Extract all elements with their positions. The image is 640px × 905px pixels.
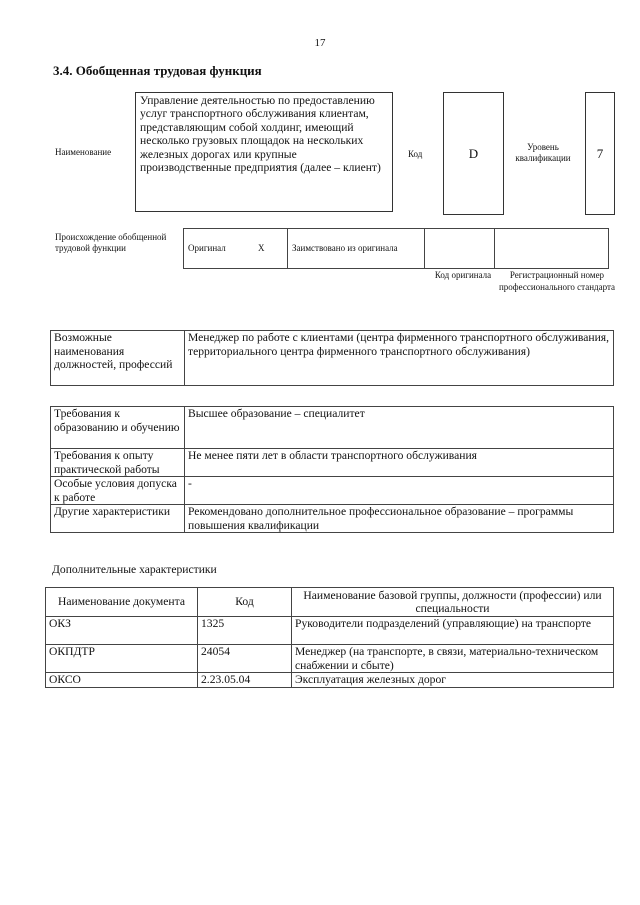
- original-mark: X: [244, 229, 288, 269]
- additional-table: [45, 587, 614, 688]
- column-header: Код: [198, 588, 292, 617]
- reg-number-caption: Регистрационный номер профессионального стандарта: [498, 270, 616, 292]
- positions-label: Возможные наименования должностей, профессий: [51, 331, 185, 386]
- original-label: Оригинал: [184, 229, 245, 269]
- qualification-level-box: [585, 92, 615, 215]
- name-cell: Руководители подразделений (управляющие) на транспорте: [292, 617, 614, 645]
- original-code-caption: Код оригинала: [434, 270, 492, 280]
- name-label: Наименование: [55, 147, 112, 157]
- requirement-value: -: [185, 477, 614, 505]
- requirement-label: Другие характеристики: [51, 505, 185, 533]
- table-row: [51, 505, 614, 533]
- reg-number-cell: [495, 229, 609, 269]
- table-row: [51, 407, 614, 449]
- code-cell: 24054: [198, 645, 292, 673]
- table-row: [51, 331, 614, 386]
- origin-table: [183, 228, 609, 269]
- code-cell: 2.23.05.04: [198, 673, 292, 688]
- requirement-value: Рекомендовано дополнительное профессиональное образование – программы повышения квалификации: [185, 505, 614, 533]
- table-row: [46, 673, 614, 688]
- table-row: [51, 477, 614, 505]
- requirement-label: Требования к образованию и обучению: [51, 407, 185, 449]
- requirement-label: Особые условия допуска к работе: [51, 477, 185, 505]
- origin-label: Происхождение обобщенной трудовой функции: [55, 232, 167, 253]
- positions-value: Менеджер по работе с клиентами (центра фирменного транспортного обслуживания, территориального центра фирменного транспортного обслуживания): [185, 331, 614, 386]
- requirement-label: Требования к опыту практической работы: [51, 449, 185, 477]
- code-value: D: [468, 145, 479, 161]
- table-row: [51, 449, 614, 477]
- additional-title: Дополнительные характеристики: [52, 563, 217, 576]
- section-title: 3.4. Обобщенная трудовая функция: [53, 63, 262, 78]
- requirements-table: [50, 406, 614, 533]
- qualification-level-value: 7: [596, 145, 604, 161]
- doc-cell: ОКЗ: [46, 617, 198, 645]
- name-cell: Эксплуатация железных дорог: [292, 673, 614, 688]
- positions-table: [50, 330, 614, 386]
- table-row: [46, 645, 614, 673]
- column-header: Наименование базовой группы, должности (профессии) или специальности: [292, 588, 614, 617]
- function-name-box: Управление деятельностью по предоставлению услуг транспортного обслуживания клиентам, представляющим собой холдинг, имеющий несколько грузовых площадок на нескольких железных дорогах или крупные производственные предприятия (далее – клиент): [135, 92, 393, 212]
- code-label: Код: [408, 149, 423, 159]
- page-number: 17: [314, 37, 326, 49]
- doc-cell: ОКСО: [46, 673, 198, 688]
- table-header-row: [46, 588, 614, 617]
- code-box: [443, 92, 504, 215]
- doc-cell: ОКПДТР: [46, 645, 198, 673]
- requirement-value: Высшее образование – специалитет: [185, 407, 614, 449]
- table-row: [46, 617, 614, 645]
- borrowed-label: Заимствовано из оригинала: [288, 229, 425, 269]
- original-code-cell: [425, 229, 495, 269]
- name-cell: Менеджер (на транспорте, в связи, материально-техническом снабжении и сбыте): [292, 645, 614, 673]
- column-header: Наименование документа: [46, 588, 198, 617]
- qualification-level-label: Уровень квалификации: [515, 142, 571, 163]
- code-cell: 1325: [198, 617, 292, 645]
- requirement-value: Не менее пяти лет в области транспортного обслуживания: [185, 449, 614, 477]
